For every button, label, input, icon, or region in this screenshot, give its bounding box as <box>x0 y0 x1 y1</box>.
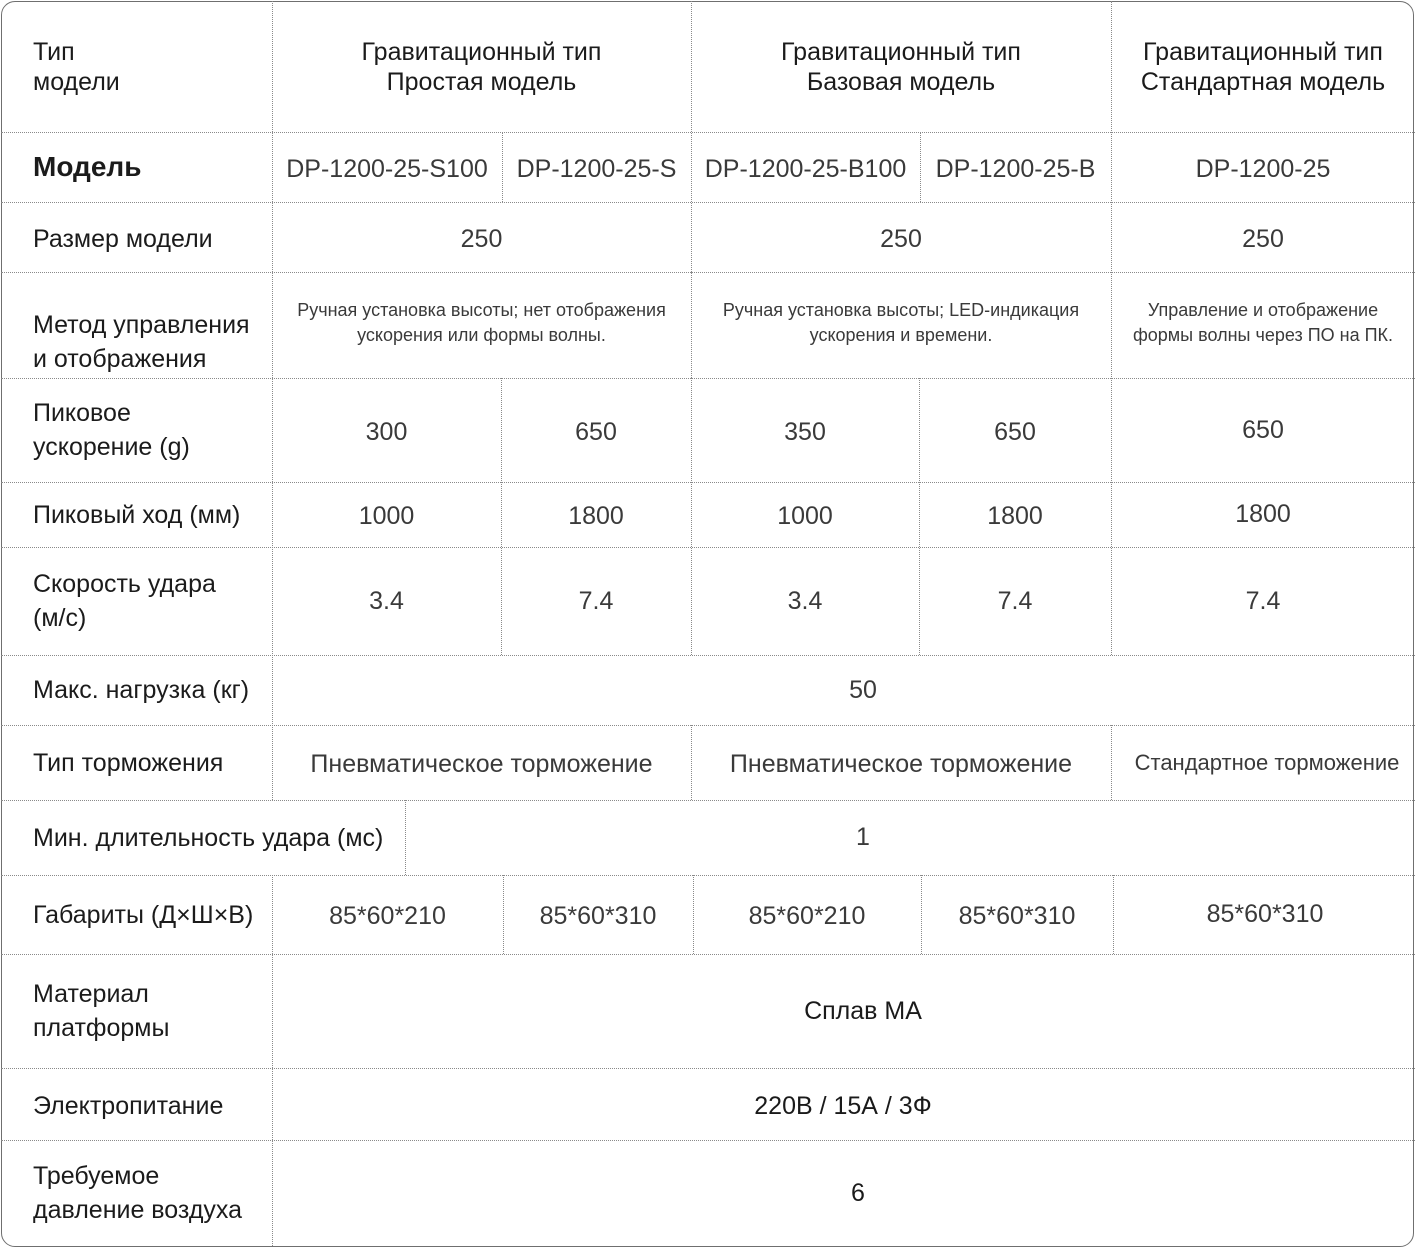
stroke-value: 1800 <box>1235 500 1291 528</box>
stroke-value: 1800 <box>568 502 624 530</box>
header-type-label: Тип модели <box>33 37 120 96</box>
model-label: Модель <box>33 151 142 182</box>
power-label: Электропитание <box>33 1092 224 1120</box>
power-value: 220В / 15А / 3Ф <box>754 1091 932 1120</box>
accel-value: 650 <box>1242 415 1284 444</box>
control-value: Ручная установка высоты; LED-индикация ускорения и времени. <box>722 300 1080 345</box>
speed-value: 7.4 <box>997 586 1033 615</box>
speed-value: 3.4 <box>787 586 823 615</box>
dims-value: 85*60*210 <box>329 902 446 930</box>
model-value: DP-1200-25-B <box>935 154 1096 183</box>
speed-value: 7.4 <box>1245 586 1281 615</box>
brake-value: Стандартное торможение <box>1134 749 1400 775</box>
accel-value: 650 <box>575 417 617 446</box>
material-value: Сплав MA <box>804 996 922 1025</box>
size-label: Размер модели <box>33 225 213 253</box>
control-value: Управление и отображение формы волны через ПО на ПК. <box>1132 300 1394 345</box>
brake-label: Тип торможения <box>33 748 224 777</box>
model-value: DP-1200-25-S <box>516 154 677 183</box>
header-simple-model: Гравитационный тип Простая модель <box>361 37 602 96</box>
header-standard-model: Гравитационный тип Стандартная модель <box>1140 37 1386 96</box>
brake-value: Пневматическое торможение <box>729 750 1073 778</box>
control-value: Ручная установка высоты; нет отображения ускорения или формы волны. <box>297 300 666 345</box>
size-value: 250 <box>880 224 922 253</box>
accel-label: Пиковое ускорение (g) <box>33 399 190 461</box>
stroke-value: 1000 <box>358 502 415 530</box>
load-value: 50 <box>849 675 877 704</box>
accel-value: 300 <box>365 417 408 446</box>
brake-value: Пневматическое торможение <box>310 750 653 778</box>
speed-value: 3.4 <box>369 586 404 615</box>
duration-label: Мин. длительность удара (мс) <box>33 823 384 852</box>
size-value: 250 <box>1242 224 1284 253</box>
accel-value: 650 <box>994 417 1036 446</box>
size-value: 250 <box>460 224 503 253</box>
duration-value: 1 <box>856 823 870 851</box>
dims-value: 85*60*310 <box>958 902 1076 930</box>
model-value: DP-1200-25-S100 <box>286 154 488 183</box>
stroke-value: 1000 <box>777 502 833 530</box>
air-label: Требуемое давление воздуха <box>33 1162 243 1224</box>
speed-label: Скорость удара (м/с) <box>33 570 216 632</box>
model-value: DP-1200-25 <box>1195 154 1331 183</box>
dims-label: Габариты (Д×Ш×В) <box>33 900 254 929</box>
dims-value: 85*60*210 <box>748 902 866 930</box>
load-label: Макс. нагрузка (кг) <box>33 676 250 704</box>
air-value: 6 <box>851 1178 865 1207</box>
header-basic-model: Гравитационный тип Базовая модель <box>781 37 1021 96</box>
dims-value: 85*60*310 <box>539 902 657 930</box>
material-label: Материал платформы <box>33 980 170 1042</box>
model-value: DP-1200-25-B100 <box>704 154 907 183</box>
control-label: Метод управления и отображения <box>33 311 250 373</box>
speed-value: 7.4 <box>578 586 614 615</box>
stroke-value: 1800 <box>987 502 1043 530</box>
stroke-label: Пиковый ход (мм) <box>33 500 241 529</box>
dims-value: 85*60*310 <box>1206 900 1324 928</box>
accel-value: 350 <box>784 417 826 446</box>
